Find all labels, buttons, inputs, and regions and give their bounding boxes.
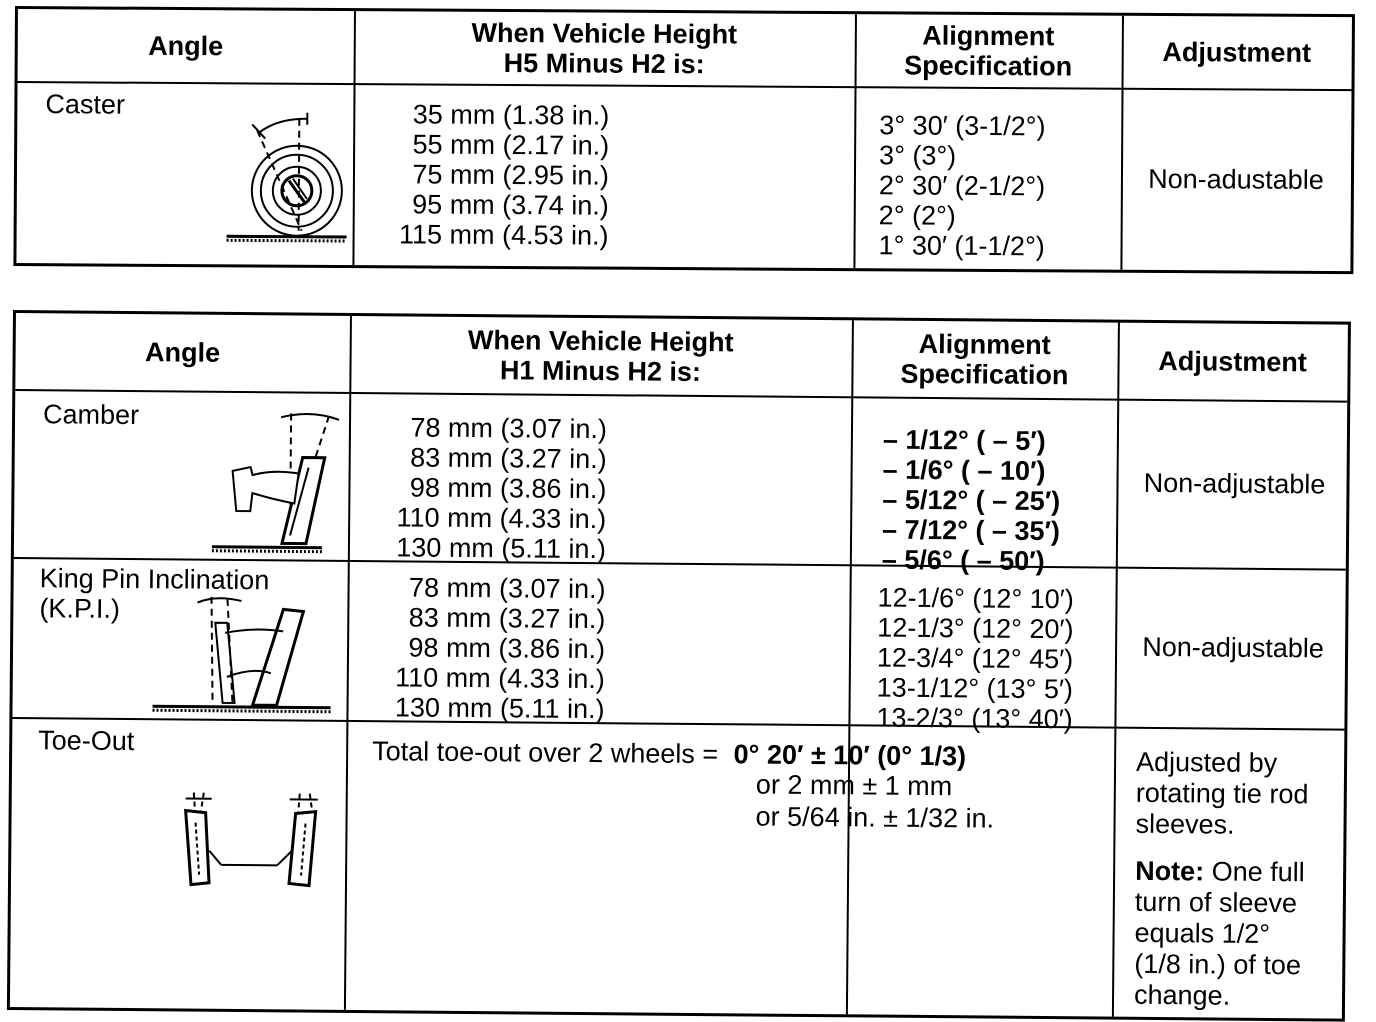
adjustment-toe-out: Adjusted by rotating tie rod sleeves. Note: One full turn of sleeve equals 1/2° (1/8 in.) of toe change. [1134,747,1346,1013]
height-values-caster: 35 mm (1.38 in.) 55 mm (2.17 in.) 75 mm (2.95 in.) 95 mm (3.74 in.) 115 mm (4.53 in.) [357,99,610,251]
adjustment-camber: Non-adjustable [1116,399,1353,569]
row-name-camber: Camber [43,399,139,430]
column-divider [846,320,854,1014]
toe-out-specification: Total toe-out over 2 wheels = 0° 20′ ± 10′ (0° 1/3) or 2 mm ± 1 mm or 5/64 in. ± 1/32 in. [371,736,994,833]
header-adjustment: Adjustment [1122,16,1352,89]
header-vehicle-height: When Vehicle Height H1 Minus H2 is: [349,316,852,396]
camber-kpi-toe-spec-table [7,310,1351,1022]
row-name-caster: Caster [45,89,125,119]
toe-out-main-line: Total toe-out over 2 wheels = 0° 20′ ± 10′ (0° 1/3) [372,736,995,771]
adjustment-caster: Non-adustable [1120,88,1351,271]
spec-values-camber: – 1/12° ( – 5′) – 1/6° ( – 10′) – 5/12° ( – 25′) – 7/12° ( – 35′) – 5/6° ( – 50′) [882,425,1061,577]
spec-values-kpi: 12-1/6° (12° 10′) 12-1/3° (12° 20′) 12-3/4° (12° 45′) 13-1/12° (13° 5′) 13-2/3° (13° 40′) [876,583,1074,735]
kpi-wheel-diagram-icon [152,592,343,716]
header-angle: Angle [15,313,350,392]
row-name-kpi: King Pin Inclination (K.P.I.) [39,563,269,625]
header-vehicle-height: When Vehicle Height H5 Minus H2 is: [354,11,855,86]
height-values-camber: 78 mm (3.07 in.) 83 mm (3.27 in.) 98 mm (3.86 in.) 110 mm (4.33 in.) 130 mm (5.11 in.) [352,412,607,564]
header-alignment-specification: Alignment Specification [851,320,1118,398]
row-name-toe-out: Toe-Out [38,725,134,756]
toe-out-note: Note: One full [1135,856,1345,889]
header-alignment-specification: Alignment Specification [855,14,1122,88]
adjustment-kpi: Non-adjustable [1114,567,1351,729]
toe-out-wheels-diagram-icon [171,790,332,891]
height-values-kpi: 78 mm (3.07 in.) 83 mm (3.27 in.) 98 mm (3.86 in.) 110 mm (4.33 in.) 130 mm (5.11 in.) [350,572,605,724]
caster-wheel-diagram-icon [227,110,348,251]
spec-values-caster: 3° 30′ (3-1/2°) 3° (3°) 2° 30′ (2-1/2°) 2° (2°) 1° 30′ (1-1/2°) [878,110,1045,261]
camber-wheel-diagram-icon [212,411,343,557]
header-adjustment: Adjustment [1117,323,1348,401]
header-angle: Angle [18,9,354,83]
caster-spec-table [13,6,1355,274]
